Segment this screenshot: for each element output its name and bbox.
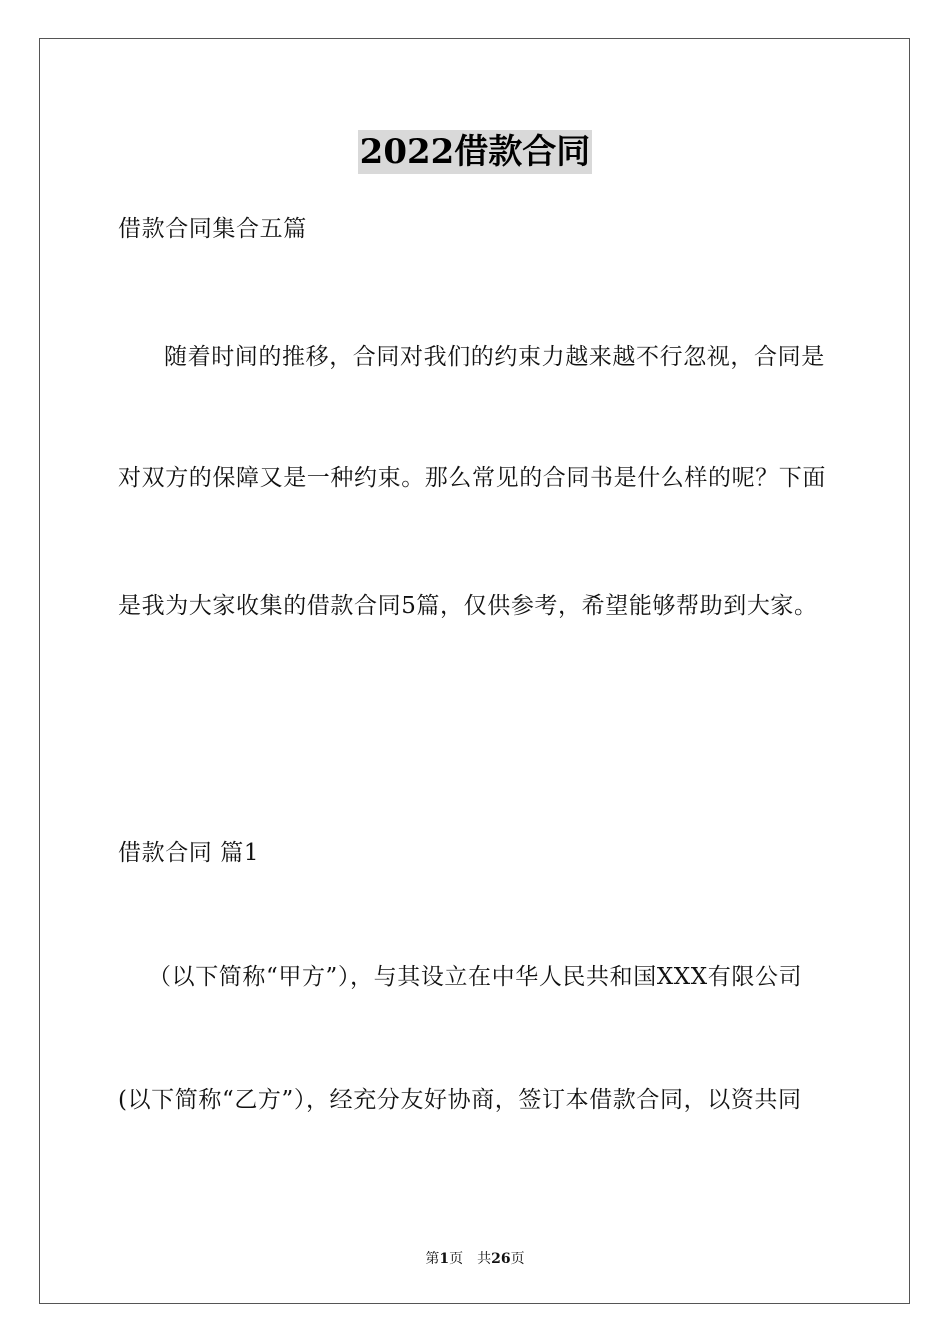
footer-page-current: 1 (439, 1251, 450, 1267)
paragraph-line-4: （以下简称“甲方”），与其设立在中华人民共和国XXX有限公司 (148, 964, 803, 990)
paragraph-line-3: 是我为大家收集的借款合同5篇，仅供参考，希望能够帮助到大家。 (118, 593, 818, 619)
footer-suffix: 页 (510, 1251, 525, 1267)
footer-mid: 页 共 (449, 1251, 492, 1267)
document-title (0, 124, 950, 173)
section-heading: 借款合同 篇1 (118, 840, 260, 866)
paragraph-line-5: (以下简称“乙方”），经充分友好协商，签订本借款合同，以资共同 (118, 1087, 802, 1113)
paragraph-line-1: 随着时间的推移，合同对我们的约束力越来越不行忽视，合同是 (164, 344, 825, 370)
footer-page-total: 26 (491, 1251, 511, 1267)
paragraph-line-2: 对双方的保障又是一种约束。那么常见的合同书是什么样的呢？下面 (118, 465, 826, 491)
document-title-text: 2022借款合同 (359, 132, 591, 172)
footer-prefix: 第 (425, 1251, 440, 1267)
document-subtitle: 借款合同集合五篇 (118, 216, 307, 242)
page-footer (0, 1248, 950, 1268)
